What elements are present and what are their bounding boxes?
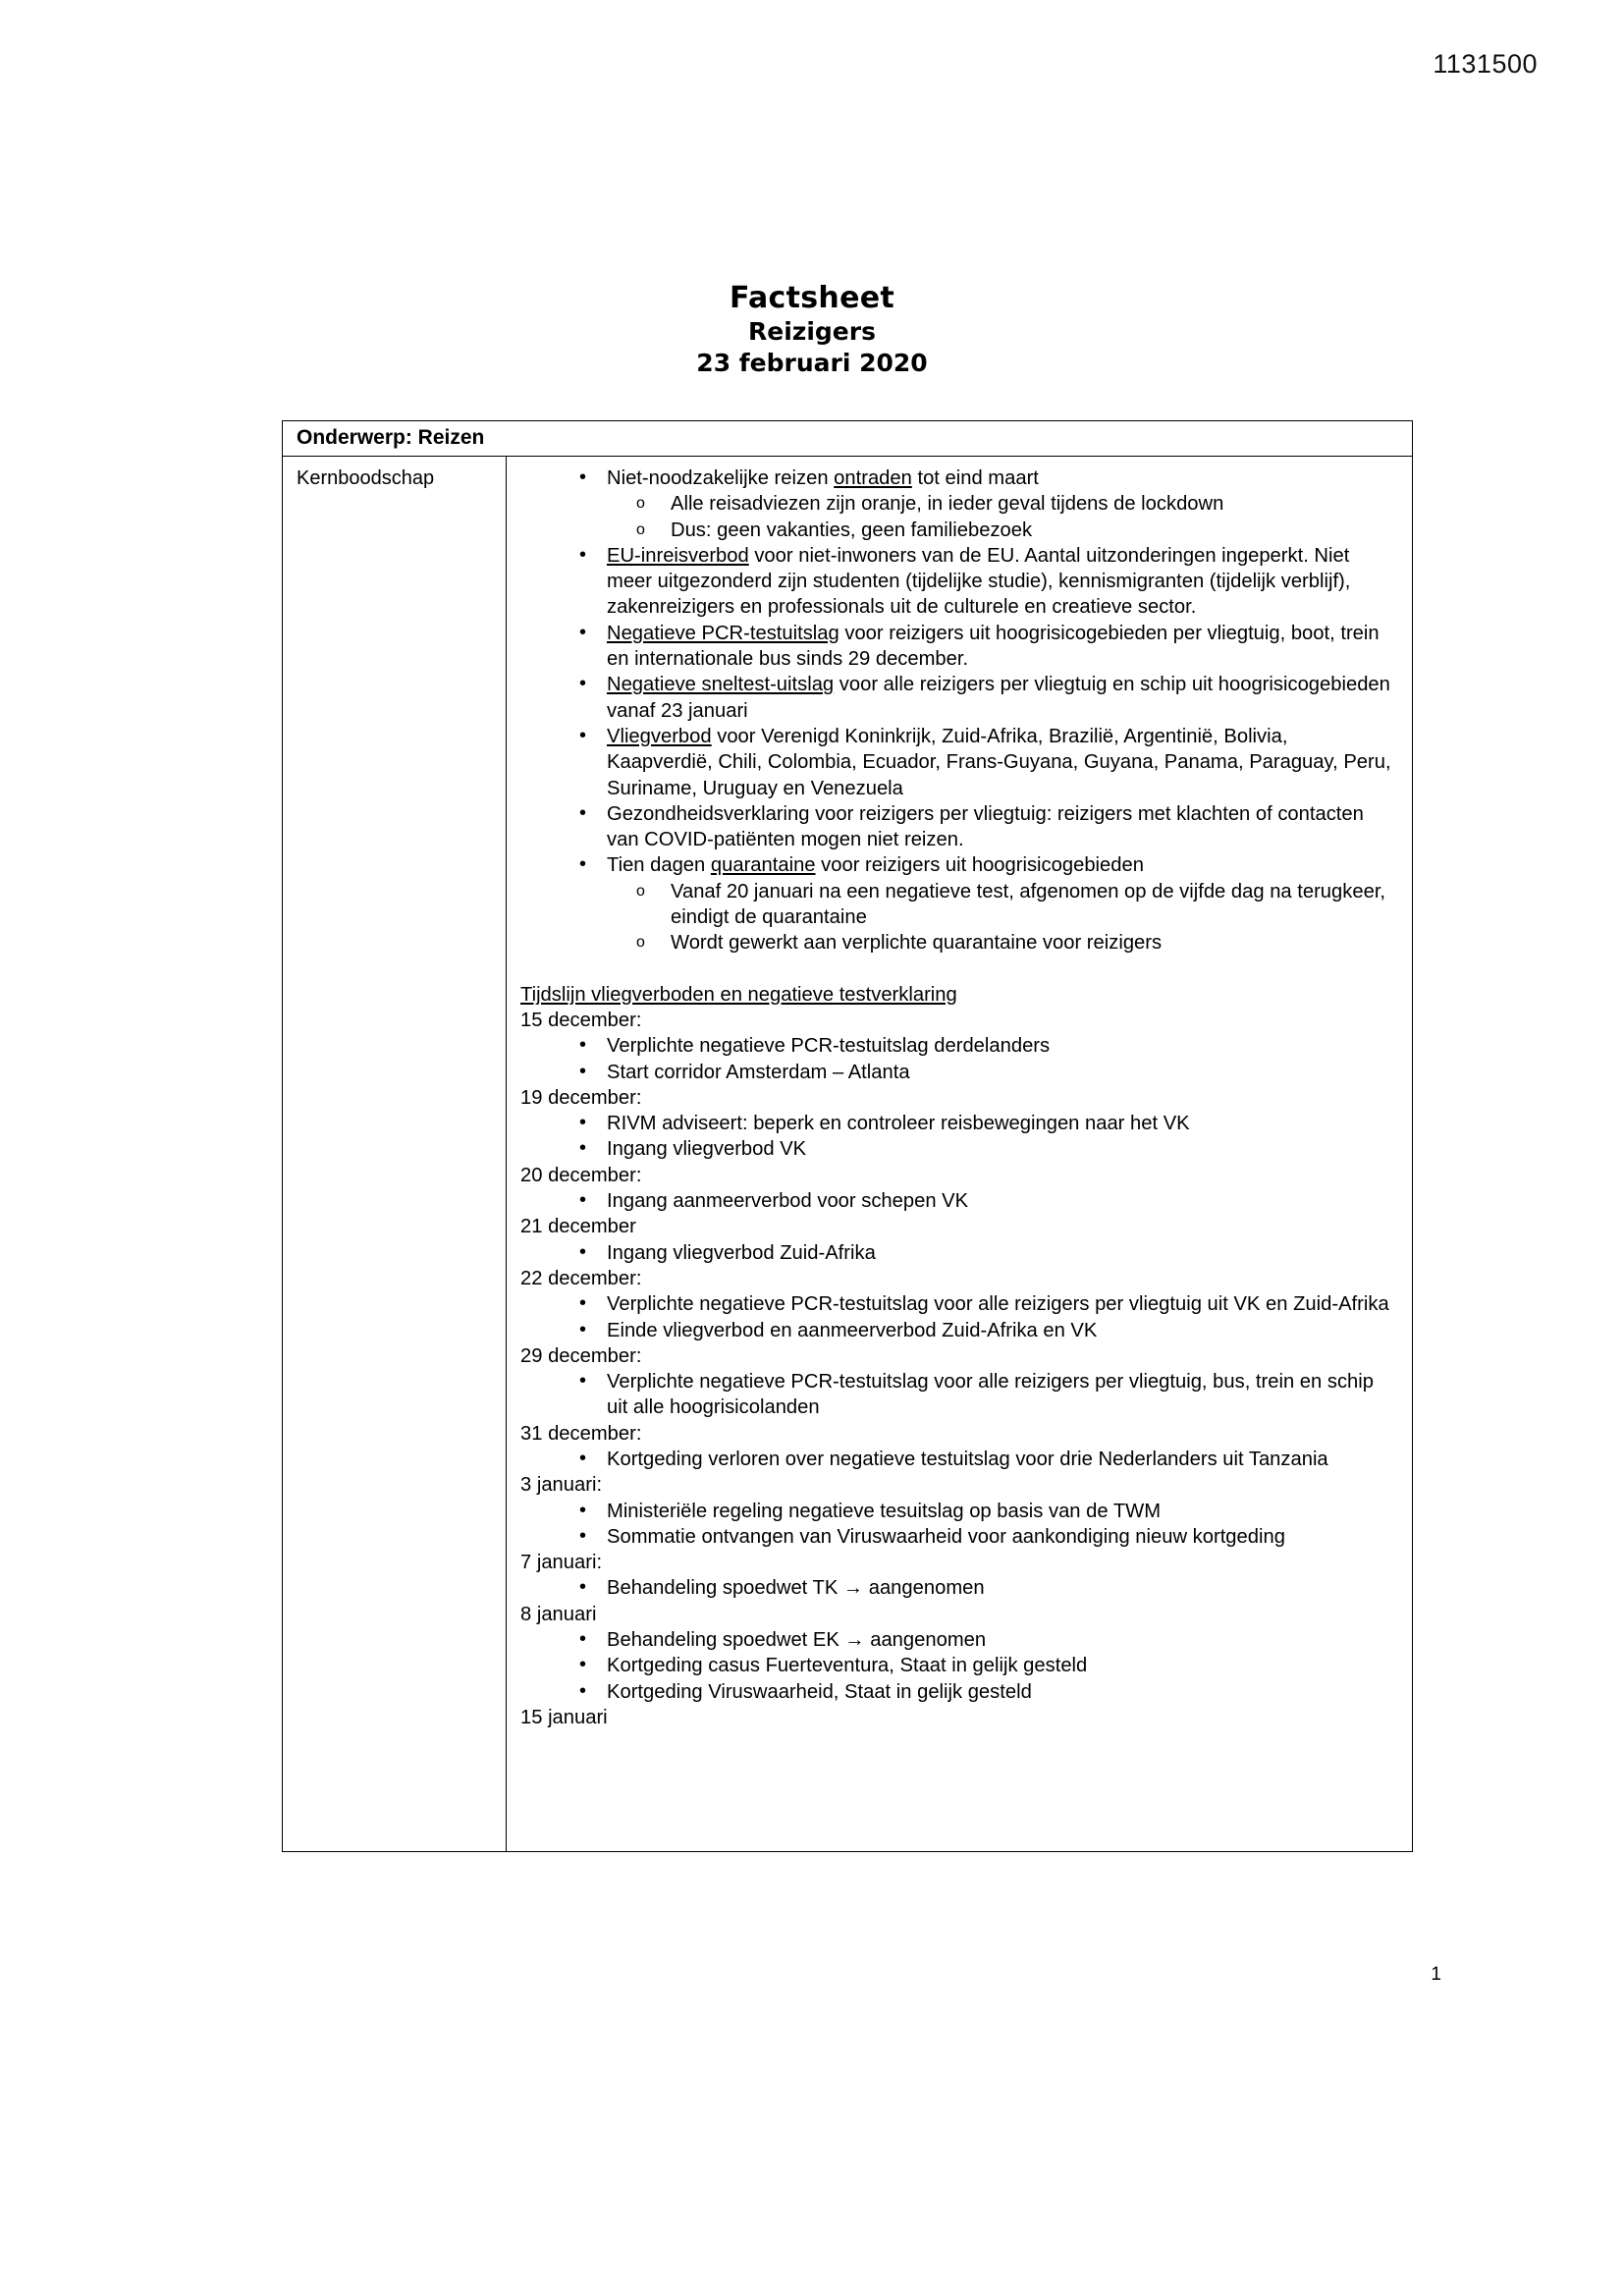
timeline-item: • Verplichte negatieve PCR-testuitslag voor alle reizigers per vliegtuig, bus, trein en schip uit alle hoogrisicolanden <box>575 1369 1398 1421</box>
bullet-underlined-term: Negatieve PCR-testuitslag <box>607 622 839 644</box>
bullet-underlined-term: ontraden <box>834 467 912 489</box>
timeline-date: 20 december: <box>520 1164 642 1186</box>
key-message-bullet <box>575 801 1398 853</box>
factsheet-table <box>282 420 1413 1852</box>
timeline-item: • Behandeling spoedwet EK → aangenomen <box>575 1627 1398 1653</box>
timeline-item-list <box>520 1033 1398 1085</box>
bullet-text: tot eind maart <box>911 467 1039 489</box>
page-subtitle: Reizigers <box>748 317 876 346</box>
bullet-text: Niet-noodzakelijke reizen <box>607 467 835 489</box>
timeline-item: • Ingang vliegverbod VK <box>575 1136 1398 1162</box>
timeline-item-list <box>520 1499 1398 1551</box>
key-message-bullet <box>575 543 1398 621</box>
bullet-text: Tien dagen <box>607 854 711 877</box>
row-label-kernboodschap: Kernboodschap <box>283 457 507 1851</box>
key-message-subbullet: o Alle reisadviezen zijn oranje, in ieder geval tijdens de lockdown <box>636 491 1398 517</box>
timeline-item-list <box>520 1575 1398 1601</box>
key-message-subbullet: o Wordt gewerkt aan verplichte quarantaine voor reizigers <box>636 930 1398 956</box>
key-message-list <box>520 465 1398 957</box>
timeline-item-list <box>520 1369 1398 1421</box>
table-header-onderwerp: Onderwerp: Reizen <box>283 421 1412 457</box>
row-content <box>507 457 1412 1851</box>
document-reference-number: 1131500 <box>1433 49 1538 79</box>
key-message-sublist <box>575 491 1398 543</box>
timeline-item: • Verplichte negatieve PCR-testuitslag voor alle reizigers per vliegtuig uit VK en Zuid-Afrika <box>575 1291 1398 1317</box>
bullet-text: voor reizigers uit hoogrisicogebieden <box>815 854 1144 877</box>
key-message-bullet <box>575 621 1398 673</box>
bullet-text: voor reizigers uit hoogrisicogebieden per vliegtuig, boot, trein en internationale bus sinds 29 december. <box>607 622 1380 671</box>
key-message-bullet <box>575 852 1398 878</box>
timeline-item: • Behandeling spoedwet TK → aangenomen <box>575 1575 1398 1601</box>
bullet-underlined-term: quarantaine <box>710 854 816 877</box>
timeline-date: 29 december: <box>520 1344 642 1367</box>
timeline-date: 15 januari <box>520 1706 608 1728</box>
timeline-item: • Einde vliegverbod en aanmeerverbod Zuid-Afrika en VK <box>575 1318 1398 1343</box>
timeline-date: 19 december: <box>520 1086 642 1109</box>
timeline-item: • RIVM adviseert: beperk en controleer reisbewegingen naar het VK <box>575 1111 1398 1136</box>
bullet-underlined-term: Vliegverbod <box>607 725 712 747</box>
timeline-item: • Ingang vliegverbod Zuid-Afrika <box>575 1240 1398 1266</box>
bullet-underlined-term: Negatieve sneltest-uitslag <box>607 674 835 696</box>
timeline-date: 22 december: <box>520 1267 642 1289</box>
bullet-text: Gezondheidsverklaring voor reizigers per vliegtuig: reizigers met klachten of contacten van COVID-patiënten mogen niet reizen. <box>607 802 1364 851</box>
key-message-subbullet: o Vanaf 20 januari na een negatieve test, afgenomen op de vijfde dag na terugkeer, eindigt de quarantaine <box>636 879 1398 931</box>
title-block <box>0 281 1624 379</box>
content-spacer <box>520 957 1398 982</box>
timeline-item-list <box>520 1627 1398 1705</box>
timeline-item-list <box>520 1447 1398 1472</box>
page-title: Factsheet <box>729 281 895 315</box>
timeline-item: • Ingang aanmeerverbod voor schepen VK <box>575 1188 1398 1214</box>
page-number: 1 <box>1431 1964 1441 1985</box>
timeline-item: • Ministeriële regeling negatieve tesuitslag op basis van de TWM <box>575 1499 1398 1524</box>
timeline-item: • Start corridor Amsterdam – Atlanta <box>575 1060 1398 1085</box>
timeline-item: • Kortgeding casus Fuerteventura, Staat in gelijk gesteld <box>575 1653 1398 1678</box>
table-row <box>283 457 1412 1851</box>
timeline-item: • Verplichte negatieve PCR-testuitslag derdelanders <box>575 1033 1398 1059</box>
key-message-subbullet: o Dus: geen vakanties, geen familiebezoek <box>636 518 1398 543</box>
key-message-bullet <box>575 672 1398 724</box>
bullet-text: voor Verenigd Koninkrijk, Zuid-Afrika, Brazilië, Argentinië, Bolivia, Kaapverdië, Chili, Colombia, Ecuador, Frans-Guyana, Guyana, Panama, Paraguay, Peru, Suriname, Uruguay en Venezuela <box>607 725 1391 799</box>
timeline-date: 7 januari: <box>520 1552 603 1574</box>
timeline-date: 21 december <box>520 1216 636 1238</box>
bullet-text: voor niet-inwoners van de EU. Aantal uitzonderingen ingeperkt. Niet meer uitgezonderd zijn studenten (tijdelijke studie), kennismigranten (tijdelijk verblijf), zakenreizigers en professionals uit de culturele en creatieve sector. <box>607 544 1351 619</box>
key-message-bullet <box>575 465 1398 491</box>
timeline-item: • Sommatie ontvangen van Viruswaarheid voor aankondiging nieuw kortgeding <box>575 1524 1398 1550</box>
timeline-heading: Tijdslijn vliegverboden en negatieve testverklaring <box>520 983 957 1006</box>
timeline-item-list <box>520 1111 1398 1163</box>
key-message-sublist <box>575 879 1398 957</box>
timeline-date: 31 december: <box>520 1422 642 1445</box>
timeline-item: • Kortgeding verloren over negatieve testuitslag voor drie Nederlanders uit Tanzania <box>575 1447 1398 1472</box>
bullet-text: voor alle reizigers per vliegtuig en schip uit hoogrisicogebieden vanaf 23 januari <box>607 674 1390 722</box>
timeline-list <box>520 1008 1398 1730</box>
timeline-item-list <box>520 1240 1398 1266</box>
timeline-item-list <box>520 1291 1398 1343</box>
timeline-date: 8 januari <box>520 1603 597 1625</box>
key-message-bullet <box>575 724 1398 801</box>
timeline-date: 15 december: <box>520 1009 642 1031</box>
page-date: 23 februari 2020 <box>696 349 928 377</box>
bullet-underlined-term: EU-inreisverbod <box>607 544 749 567</box>
timeline-item: • Kortgeding Viruswaarheid, Staat in gelijk gesteld <box>575 1679 1398 1705</box>
timeline-date: 3 januari: <box>520 1474 603 1497</box>
timeline-item-list <box>520 1188 1398 1214</box>
